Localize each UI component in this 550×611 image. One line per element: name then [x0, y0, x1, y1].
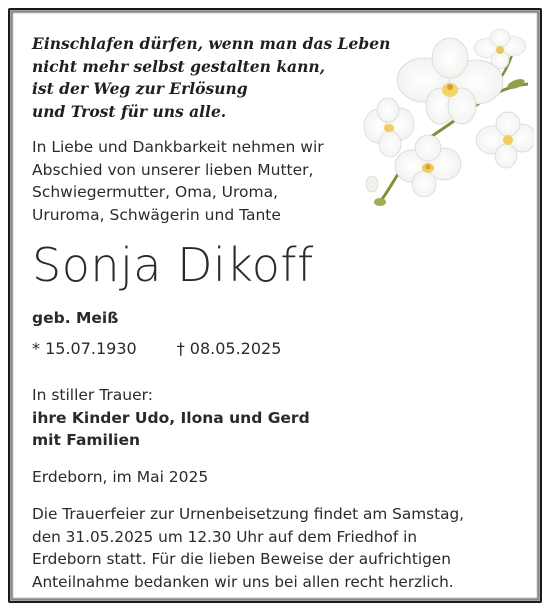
funeral-line: Erdeborn statt. Für die lieben Beweise der aufrichtigen	[32, 550, 451, 569]
quote-line: nicht mehr selbst gestalten kann,	[32, 56, 326, 76]
mourners-families: mit Familien	[32, 431, 141, 450]
intro-line: Ururoma, Schwägerin und Tante	[32, 205, 281, 224]
intro-line: Schwiegermutter, Oma, Uroma,	[32, 183, 279, 202]
mourners-block	[32, 384, 310, 452]
quote-line: und Trost für uns alle.	[32, 101, 227, 121]
intro-line: Abschied von unserer lieben Mutter,	[32, 160, 314, 179]
quote-line: ist der Weg zur Erlösung	[32, 79, 248, 98]
obituary-notice	[8, 8, 542, 603]
deceased-name: Sonja Dikoff	[32, 238, 314, 292]
funeral-line: den 31.05.2025 um 12.30 Uhr auf dem Friedhof in	[32, 527, 418, 546]
quote-line: Einschlafen dürfen, wenn man das Leben	[32, 34, 391, 53]
birth-name: geb. Meiß	[32, 309, 119, 327]
life-dates	[32, 339, 281, 358]
funeral-line: Anteilnahme bedanken wir uns bei allen recht herzlich.	[32, 572, 454, 591]
place-date: Erdeborn, im Mai 2025	[32, 468, 209, 486]
farewell-intro	[32, 136, 352, 226]
mourners-intro: In stiller Trauer:	[32, 386, 153, 404]
mourners-names: ihre Kinder Udo, Ilona und Gerd	[32, 408, 310, 427]
orchid-flower-image	[358, 24, 534, 214]
funeral-line: Die Trauerfeier zur Urnenbeisetzung findet am Samstag,	[32, 505, 465, 523]
birth-date: * 15.07.1930	[32, 339, 137, 358]
quote-poem	[32, 33, 391, 123]
death-date: † 08.05.2025	[176, 339, 282, 358]
funeral-details	[32, 503, 532, 593]
intro-line: In Liebe und Dankbarkeit nehmen wir	[32, 138, 324, 156]
